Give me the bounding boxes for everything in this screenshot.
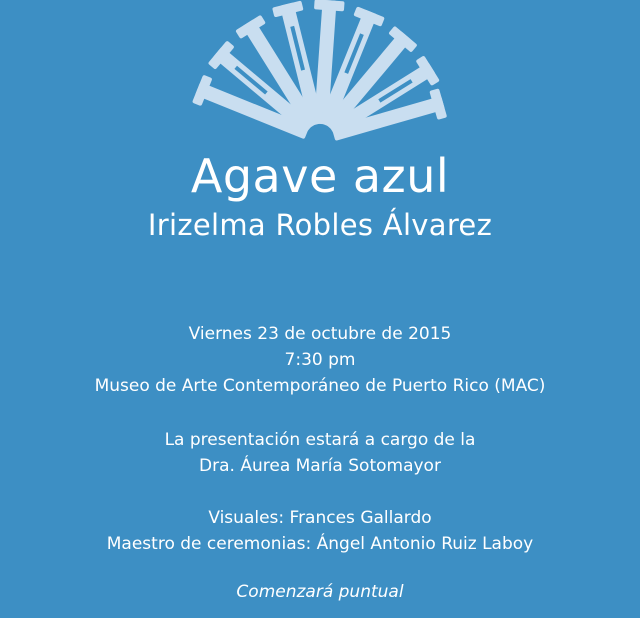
- presentation-line-1: La presentación estará a cargo de la: [164, 430, 476, 450]
- event-venue: Museo de Arte Contemporáneo de Puerto Rico (MAC): [94, 376, 546, 396]
- credits-host: Maestro de ceremonias: Ángel Antonio Ruiz Laboy: [106, 534, 534, 554]
- book-title: Agave azul: [190, 149, 450, 203]
- event-time: 7:30 pm: [284, 350, 356, 370]
- event-date: Viernes 23 de octubre de 2015: [188, 324, 452, 344]
- start-note: Comenzará puntual: [236, 582, 404, 602]
- presentation-line-2: Dra. Áurea María Sotomayor: [199, 456, 441, 476]
- agave-logo-icon: [190, 0, 450, 145]
- author-name: Irizelma Robles Álvarez: [147, 208, 493, 242]
- credits-visuals: Visuales: Frances Gallardo: [208, 508, 432, 528]
